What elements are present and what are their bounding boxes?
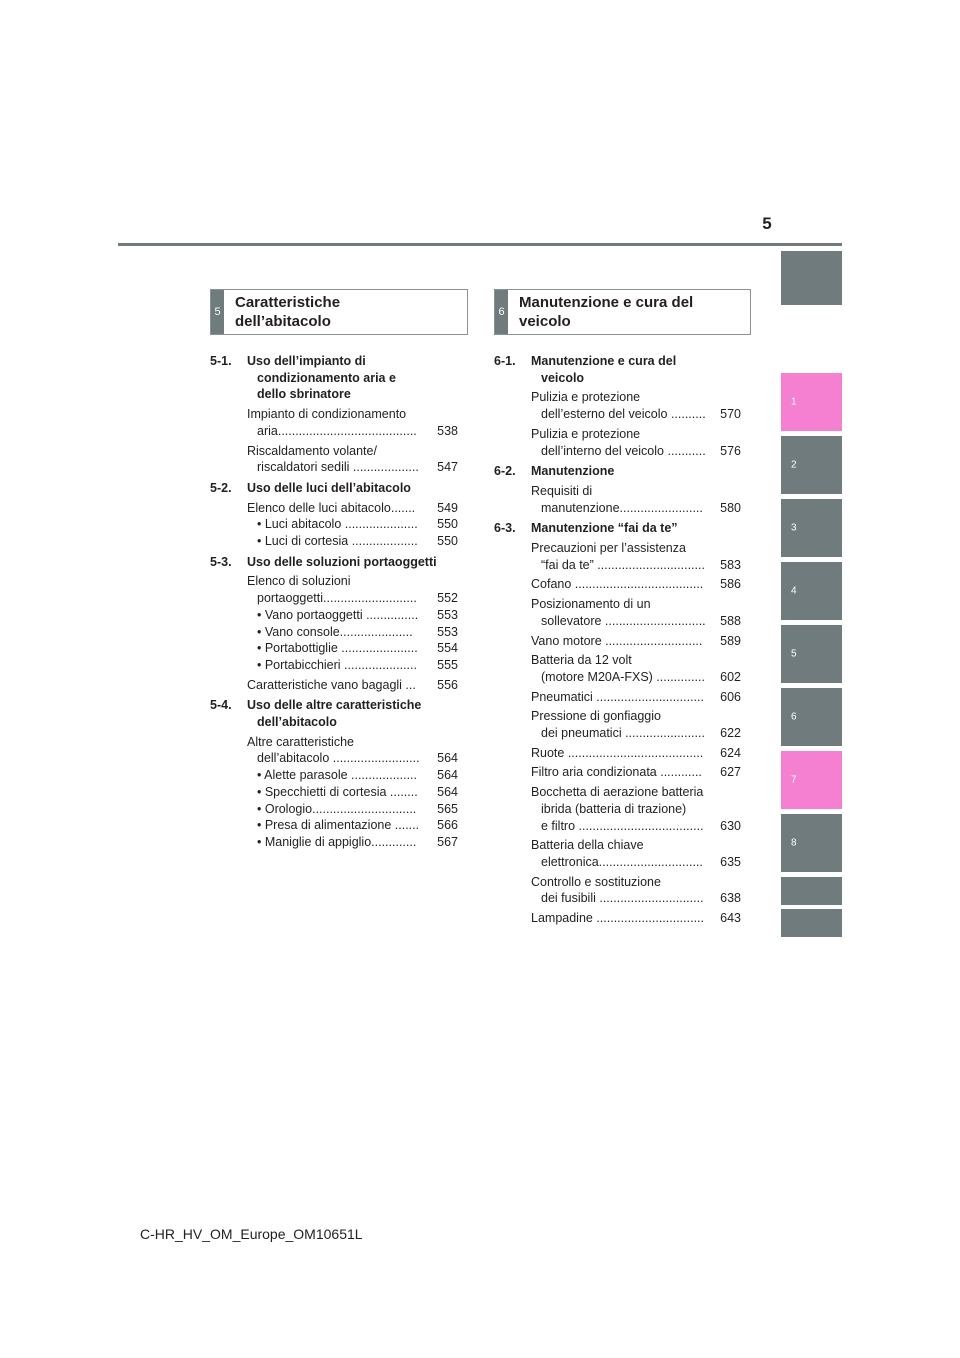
toc-entry-page: 624 bbox=[720, 745, 741, 760]
toc-subsection bbox=[210, 353, 458, 476]
chapter-tab-label: 2 bbox=[791, 459, 797, 471]
toc-bullet-label: • Portabottiglie ...................... bbox=[257, 641, 418, 656]
toc-entry[interactable] bbox=[531, 874, 741, 907]
toc-entry-label: Caratteristiche vano bagagli ... bbox=[247, 677, 416, 692]
chapter-tab[interactable] bbox=[781, 909, 842, 937]
subsection-title: Manutenzione “fai da te” bbox=[531, 521, 678, 536]
toc-entry-label: Altre caratteristiche dell’abitacolo ......................... bbox=[247, 734, 420, 766]
toc-entry-label: Pressione di gonfiaggio dei pneumatici ....................... bbox=[531, 709, 705, 741]
toc-entry-label: Pulizia e protezione dell’esterno del veicolo .......... bbox=[531, 390, 706, 422]
toc-entry[interactable] bbox=[531, 708, 741, 741]
chapter-tab-label: 8 bbox=[791, 837, 797, 849]
toc-entry-label: Elenco di soluzioni portaoggetti........................... bbox=[247, 574, 417, 606]
toc-entry-label: Elenco delle luci abitacolo....... bbox=[247, 500, 416, 515]
toc-entry[interactable] bbox=[247, 677, 458, 694]
subsection-title: Uso delle altre caratteristiche dell’abitacolo bbox=[247, 698, 422, 730]
subsection-number: 6-3. bbox=[494, 521, 516, 536]
toc-entry[interactable] bbox=[531, 784, 741, 834]
toc-entry[interactable] bbox=[247, 443, 458, 476]
toc-subsection bbox=[210, 554, 458, 694]
toc-entry[interactable] bbox=[531, 689, 741, 706]
toc-entry-label: Posizionamento di un sollevatore ............................. bbox=[531, 597, 706, 628]
section-header-5 bbox=[210, 289, 468, 335]
toc-bullet-entry[interactable] bbox=[257, 767, 458, 784]
toc-entry-page: 622 bbox=[720, 726, 741, 741]
toc-bullet-label: • Portabicchieri ..................... bbox=[257, 657, 417, 672]
toc-entry[interactable] bbox=[247, 573, 458, 606]
chapter-tab[interactable] bbox=[781, 814, 842, 872]
chapter-tab[interactable] bbox=[781, 877, 842, 905]
toc-bullet-label: • Specchietti di cortesia ........ bbox=[257, 784, 418, 799]
subsection-number: 5-4. bbox=[210, 698, 232, 713]
toc-bullet-entry[interactable] bbox=[257, 801, 458, 818]
toc-bullet-label: • Presa di alimentazione ....... bbox=[257, 818, 420, 833]
subsection-number: 5-3. bbox=[210, 554, 232, 569]
toc-bullet-label: • Luci di cortesia ................... bbox=[257, 534, 418, 549]
toc-bullet-page: 564 bbox=[437, 784, 458, 799]
toc-entry[interactable] bbox=[531, 745, 741, 762]
toc-entry-page: 583 bbox=[720, 557, 741, 572]
subsection-title: Uso delle soluzioni portaoggetti bbox=[247, 554, 437, 569]
chapter-tab[interactable] bbox=[781, 499, 842, 557]
toc-bullet-entry[interactable] bbox=[257, 817, 458, 834]
header-rule bbox=[118, 243, 842, 246]
toc-bullet-page: 555 bbox=[437, 657, 458, 672]
toc-entry-label: Batteria da 12 volt (motore M20A-FXS) .............. bbox=[531, 653, 705, 684]
toc-entry[interactable] bbox=[247, 734, 458, 767]
toc-subsection bbox=[494, 353, 741, 459]
subsection-number: 5-2. bbox=[210, 480, 232, 495]
toc-entry-page: 547 bbox=[437, 460, 458, 475]
subsection-heading[interactable] bbox=[494, 463, 741, 480]
toc-entry-page: 580 bbox=[720, 500, 741, 515]
toc-bullet-page: 564 bbox=[437, 768, 458, 783]
toc-bullet-entry[interactable] bbox=[257, 516, 458, 533]
chapter-tab[interactable] bbox=[781, 436, 842, 494]
toc-entry-label: Riscaldamento volante/ riscaldatori sedili ................... bbox=[247, 443, 419, 475]
toc-entry-page: 564 bbox=[437, 751, 458, 766]
toc-bullet-entry[interactable] bbox=[257, 533, 458, 550]
toc-entry-label: Impianto di condizionamento aria........................................ bbox=[247, 407, 417, 438]
toc-entry[interactable] bbox=[531, 596, 741, 629]
toc-entry[interactable] bbox=[531, 389, 741, 422]
chapter-tab-label: 6 bbox=[791, 711, 797, 723]
toc-entry-page: 588 bbox=[720, 613, 741, 628]
toc-bullet-entry[interactable] bbox=[257, 657, 458, 674]
chapter-tab[interactable] bbox=[781, 751, 842, 809]
toc-subsection bbox=[210, 697, 458, 850]
toc-bullet-page: 550 bbox=[437, 534, 458, 549]
subsection-title: Uso delle luci dell’abitacolo bbox=[247, 480, 411, 495]
subsection-number: 5-1. bbox=[210, 354, 232, 368]
toc-bullet-entry[interactable] bbox=[257, 624, 458, 641]
subsection-number: 6-1. bbox=[494, 354, 516, 368]
toc-entry[interactable] bbox=[531, 483, 741, 516]
section-title: Manutenzione e cura del veicolo bbox=[519, 294, 694, 330]
toc-entry-page: 576 bbox=[720, 443, 741, 458]
toc-entry-page: 643 bbox=[720, 911, 741, 926]
toc-bullet-page: 554 bbox=[437, 641, 458, 656]
chapter-tab[interactable] bbox=[781, 562, 842, 620]
toc-entry-page: 549 bbox=[437, 500, 458, 515]
subsection-title: Uso dell’impianto di condizionamento aria e dello sbrinatore bbox=[247, 354, 396, 402]
toc-bullet-label: • Luci abitacolo ..................... bbox=[257, 517, 418, 532]
toc-entry-label: Batteria della chiave elettronica.............................. bbox=[531, 838, 703, 869]
toc-bullet-page: 565 bbox=[437, 801, 458, 816]
page-number: 5 bbox=[762, 214, 772, 233]
toc-bullet-entry[interactable] bbox=[257, 784, 458, 801]
section-header-6 bbox=[494, 289, 751, 335]
subsection-heading[interactable] bbox=[494, 353, 741, 386]
toc-entry-page: 606 bbox=[720, 689, 741, 704]
toc-entry-page: 630 bbox=[720, 818, 741, 833]
subsection-title: Manutenzione e cura del veicolo bbox=[531, 354, 677, 385]
chapter-tab-label: 5 bbox=[791, 648, 797, 660]
toc-entry-label: Bocchetta di aerazione batteria ibrida (batteria di trazione) e filtro .................................... bbox=[531, 785, 704, 833]
chapter-tab[interactable] bbox=[781, 251, 842, 305]
toc-bullet-label: • Alette parasole ................... bbox=[257, 768, 418, 783]
chapter-tab[interactable] bbox=[781, 373, 842, 431]
toc-bullet-label: • Vano console..................... bbox=[257, 624, 413, 639]
toc-entry-page: 602 bbox=[720, 669, 741, 684]
chapter-tab[interactable] bbox=[781, 688, 842, 746]
toc-entry-label: Ruote ....................................... bbox=[531, 745, 704, 760]
toc-column-5 bbox=[210, 353, 458, 855]
subsection-number: 6-2. bbox=[494, 464, 516, 479]
subsection-title: Manutenzione bbox=[531, 464, 615, 479]
toc-entry-page: 638 bbox=[720, 891, 741, 906]
chapter-tab-label: 7 bbox=[791, 774, 797, 786]
toc-entry-page: 556 bbox=[437, 677, 458, 692]
toc-bullet-page: 553 bbox=[437, 607, 458, 622]
section-title: Caratteristiche dell’abitacolo bbox=[235, 294, 341, 330]
subsection-heading[interactable] bbox=[494, 520, 741, 537]
toc-bullet-page: 566 bbox=[437, 818, 458, 833]
subsection-heading[interactable] bbox=[210, 554, 458, 571]
toc-entry-label: Pneumatici ............................... bbox=[531, 689, 704, 704]
toc-entry-page: 586 bbox=[720, 577, 741, 592]
chapter-tab[interactable] bbox=[781, 625, 842, 683]
toc-entry-label: Filtro aria condizionata ............ bbox=[531, 765, 702, 780]
toc-entry[interactable] bbox=[531, 910, 741, 927]
toc-entry-page: 538 bbox=[437, 423, 458, 438]
toc-bullet-label: • Orologio.............................. bbox=[257, 801, 417, 816]
document-code: C-HR_HV_OM_Europe_OM10651L bbox=[140, 1226, 363, 1242]
toc-entry-label: Requisiti di manutenzione........................ bbox=[531, 483, 703, 515]
subsection-heading[interactable] bbox=[210, 697, 458, 730]
chapter-tab-label: 1 bbox=[791, 396, 797, 408]
toc-subsection bbox=[494, 463, 741, 516]
toc-entry[interactable] bbox=[531, 652, 741, 685]
toc-bullet-label: • Vano portaoggetti ............... bbox=[257, 607, 419, 622]
toc-entry-label: Precauzioni per l’assistenza “fai da te” ............................... bbox=[531, 541, 705, 572]
toc-entry[interactable] bbox=[531, 837, 741, 870]
toc-entry-page: 552 bbox=[437, 591, 458, 606]
subsection-heading[interactable] bbox=[210, 480, 458, 497]
toc-entry-label: Vano motore ............................ bbox=[531, 633, 703, 648]
toc-entry-label: Lampadine ............................... bbox=[531, 911, 704, 926]
toc-entry[interactable] bbox=[531, 540, 741, 573]
subsection-heading[interactable] bbox=[210, 353, 458, 403]
toc-bullet-entry[interactable] bbox=[257, 607, 458, 624]
toc-entry-page: 589 bbox=[720, 633, 741, 648]
toc-entry-label: Pulizia e protezione dell’interno del veicolo ........... bbox=[531, 426, 706, 458]
toc-entry[interactable] bbox=[247, 500, 458, 517]
chapter-tab-label: 4 bbox=[791, 585, 797, 597]
section-number: 6 bbox=[495, 290, 508, 334]
chapter-tab-label: 3 bbox=[791, 522, 797, 534]
toc-entry-page: 627 bbox=[720, 765, 741, 780]
toc-entry[interactable] bbox=[531, 576, 741, 593]
toc-column-6 bbox=[494, 353, 741, 931]
toc-entry[interactable] bbox=[531, 426, 741, 459]
toc-subsection bbox=[210, 480, 458, 550]
section-number: 5 bbox=[211, 290, 224, 334]
toc-entry[interactable] bbox=[531, 633, 741, 650]
toc-entry-label: Cofano ..................................... bbox=[531, 577, 704, 592]
toc-bullet-entry[interactable] bbox=[257, 640, 458, 657]
toc-entry[interactable] bbox=[247, 406, 458, 439]
toc-entry-page: 570 bbox=[720, 407, 741, 422]
toc-bullet-page: 553 bbox=[437, 624, 458, 639]
toc-bullet-label: • Maniglie di appiglio............. bbox=[257, 834, 417, 849]
toc-entry-label: Controllo e sostituzione dei fusibili .............................. bbox=[531, 874, 704, 906]
toc-entry-page: 635 bbox=[720, 854, 741, 869]
toc-bullet-page: 567 bbox=[437, 834, 458, 849]
toc-bullet-page: 550 bbox=[437, 517, 458, 532]
toc-subsection bbox=[494, 520, 741, 926]
toc-bullet-entry[interactable] bbox=[257, 834, 458, 851]
toc-entry[interactable] bbox=[531, 764, 741, 781]
